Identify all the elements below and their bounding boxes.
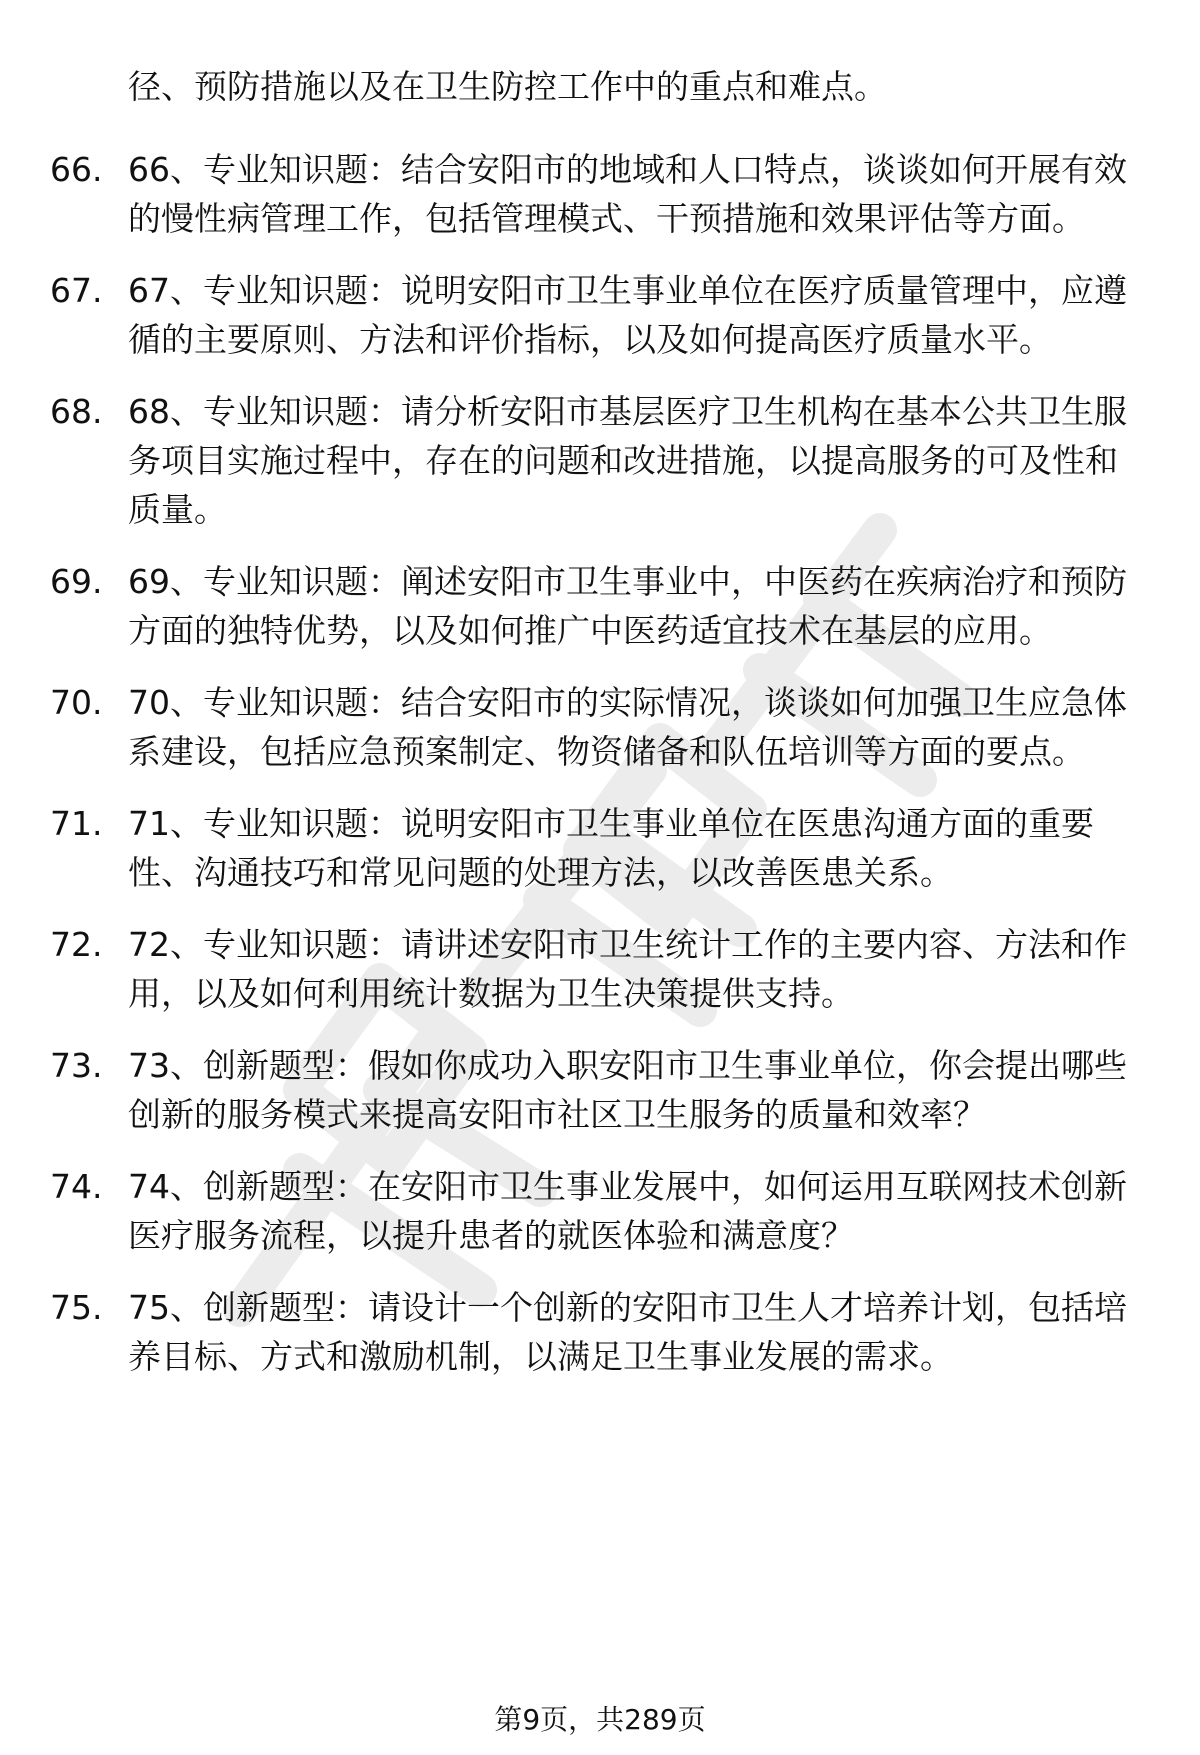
- question-item: [0, 1162, 1200, 1260]
- question-number: 73.: [50, 1046, 103, 1085]
- question-number: 71.: [50, 804, 103, 843]
- question-item: [0, 799, 1200, 897]
- question-number: 74.: [50, 1167, 103, 1206]
- question-item: [0, 387, 1200, 534]
- question-text: 66、专业知识题：结合安阳市的地域和人口特点，谈谈如何开展有效的慢性病管理工作，包括管理模式、干预措施和效果评估等方面。: [128, 150, 1127, 238]
- question-text: 70、专业知识题：结合安阳市的实际情况，谈谈如何加强卫生应急体系建设，包括应急预案制定、物资储备和队伍培训等方面的要点。: [128, 683, 1127, 771]
- question-number: 68.: [50, 392, 103, 431]
- question-text: 73、创新题型：假如你成功入职安阳市卫生事业单位，你会提出哪些创新的服务模式来提高安阳市社区卫生服务的质量和效率？: [128, 1046, 1127, 1134]
- question-text: 71、专业知识题：说明安阳市卫生事业单位在医患沟通方面的重要性、沟通技巧和常见问题的处理方法，以改善医患关系。: [128, 804, 1094, 892]
- continuation-text: 径、预防措施以及在卫生防控工作中的重点和难点。: [128, 67, 887, 106]
- question-item: [0, 557, 1200, 655]
- page-footer: 第9页，共289页: [494, 1703, 706, 1736]
- question-text: 72、专业知识题：请讲述安阳市卫生统计工作的主要内容、方法和作用，以及如何利用统计数据为卫生决策提供支持。: [128, 925, 1127, 1013]
- question-number: 75.: [50, 1288, 103, 1327]
- question-number: 66.: [50, 150, 103, 189]
- question-number: 70.: [50, 683, 103, 722]
- question-text: 68、专业知识题：请分析安阳市基层医疗卫生机构在基本公共卫生服务项目实施过程中，存在的问题和改进措施，以提高服务的可及性和质量。: [128, 392, 1127, 529]
- question-number: 69.: [50, 562, 103, 601]
- question-number: 67.: [50, 271, 103, 310]
- question-text: 67、专业知识题：说明安阳市卫生事业单位在医疗质量管理中，应遵循的主要原则、方法和评价指标，以及如何提高医疗质量水平。: [128, 271, 1127, 359]
- question-item: [0, 1283, 1200, 1381]
- question-text: 69、专业知识题：阐述安阳市卫生事业中，中医药在疾病治疗和预防方面的独特优势，以及如何推广中医药适宜技术在基层的应用。: [128, 562, 1127, 650]
- question-list: [0, 145, 1200, 1404]
- question-item: [0, 920, 1200, 1018]
- question-item: [0, 266, 1200, 364]
- question-number: 72.: [50, 925, 103, 964]
- question-item: [0, 145, 1200, 243]
- question-text: 74、创新题型：在安阳市卫生事业发展中，如何运用互联网技术创新医疗服务流程，以提升患者的就医体验和满意度？: [128, 1167, 1127, 1255]
- question-text: 75、创新题型：请设计一个创新的安阳市卫生人才培养计划，包括培养目标、方式和激励机制，以满足卫生事业发展的需求。: [128, 1288, 1127, 1376]
- question-item: [0, 678, 1200, 776]
- question-item: [0, 1041, 1200, 1139]
